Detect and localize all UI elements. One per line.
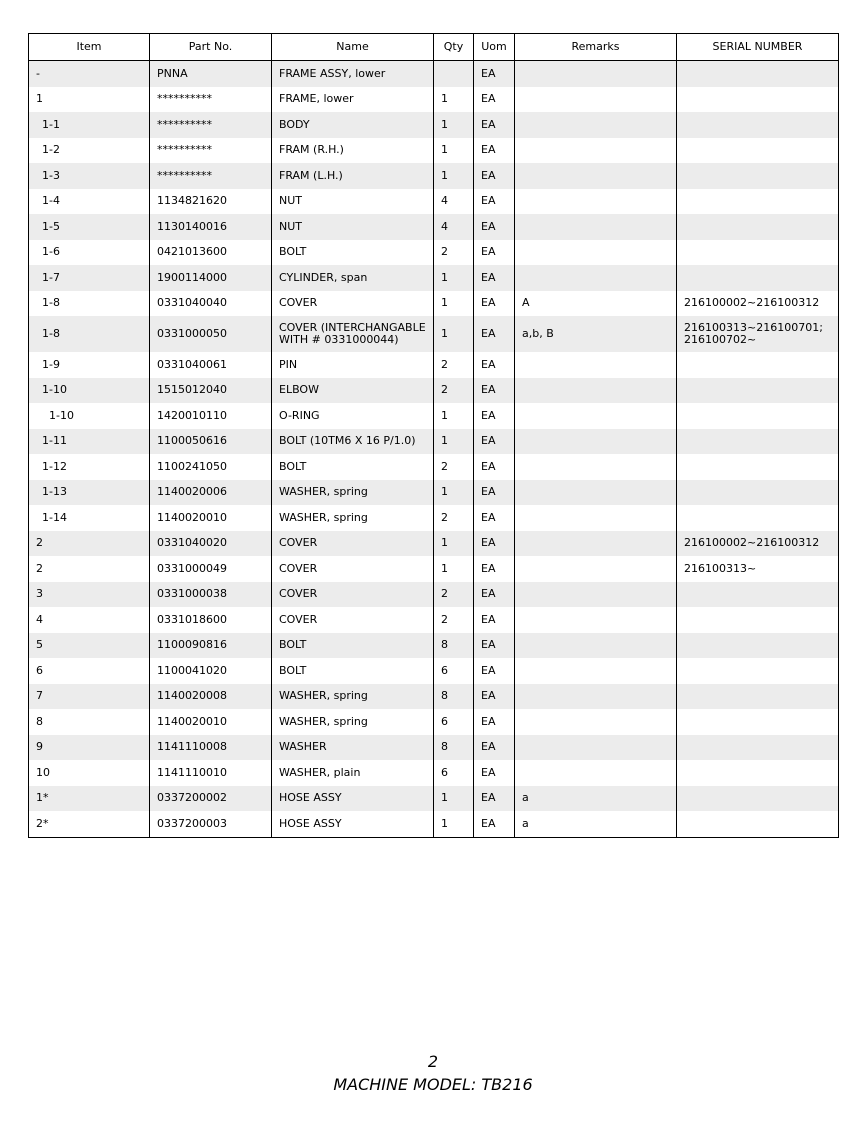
cell-qty: 8 bbox=[434, 735, 474, 761]
cell-part-no: ********** bbox=[150, 112, 272, 138]
cell-name: COVER bbox=[272, 556, 434, 582]
cell-serial-number bbox=[677, 607, 839, 633]
cell-remarks bbox=[515, 214, 677, 240]
cell-uom: EA bbox=[474, 352, 515, 378]
table-row bbox=[29, 316, 839, 352]
cell-serial-number bbox=[677, 352, 839, 378]
table-row bbox=[29, 352, 839, 378]
cell-item: 2 bbox=[29, 531, 150, 557]
cell-name: NUT bbox=[272, 189, 434, 215]
cell-part-no: 1140020006 bbox=[150, 480, 272, 506]
cell-remarks bbox=[515, 240, 677, 266]
cell-item: 7 bbox=[29, 684, 150, 710]
cell-uom: EA bbox=[474, 138, 515, 164]
cell-serial-number bbox=[677, 189, 839, 215]
table-row bbox=[29, 240, 839, 266]
cell-part-no: 1140020010 bbox=[150, 505, 272, 531]
cell-qty: 4 bbox=[434, 214, 474, 240]
cell-item: 4 bbox=[29, 607, 150, 633]
cell-serial-number bbox=[677, 240, 839, 266]
cell-name: COVER bbox=[272, 582, 434, 608]
cell-qty: 1 bbox=[434, 480, 474, 506]
cell-name: BOLT bbox=[272, 633, 434, 659]
cell-qty: 2 bbox=[434, 352, 474, 378]
cell-name: WASHER bbox=[272, 735, 434, 761]
cell-part-no: 0331040040 bbox=[150, 291, 272, 317]
cell-remarks bbox=[515, 265, 677, 291]
cell-part-no: 0331040061 bbox=[150, 352, 272, 378]
cell-qty: 6 bbox=[434, 658, 474, 684]
table-row bbox=[29, 633, 839, 659]
cell-name: BOLT bbox=[272, 240, 434, 266]
cell-uom: EA bbox=[474, 61, 515, 87]
cell-uom: EA bbox=[474, 316, 515, 352]
cell-qty: 2 bbox=[434, 378, 474, 404]
cell-remarks bbox=[515, 163, 677, 189]
cell-name: O-RING bbox=[272, 403, 434, 429]
cell-uom: EA bbox=[474, 403, 515, 429]
cell-part-no: 0331000049 bbox=[150, 556, 272, 582]
cell-part-no: 1141110008 bbox=[150, 735, 272, 761]
cell-qty: 1 bbox=[434, 138, 474, 164]
cell-qty: 1 bbox=[434, 316, 474, 352]
table-header-row bbox=[29, 34, 839, 61]
cell-remarks bbox=[515, 760, 677, 786]
parts-table-body bbox=[29, 61, 839, 838]
cell-item: 10 bbox=[29, 760, 150, 786]
cell-qty: 8 bbox=[434, 684, 474, 710]
cell-name: ELBOW bbox=[272, 378, 434, 404]
cell-item: 1-2 bbox=[29, 138, 150, 164]
cell-part-no: 1100041020 bbox=[150, 658, 272, 684]
cell-uom: EA bbox=[474, 556, 515, 582]
table-row bbox=[29, 786, 839, 812]
cell-item: 1-11 bbox=[29, 429, 150, 455]
cell-part-no: 1100090816 bbox=[150, 633, 272, 659]
cell-part-no: PNNA bbox=[150, 61, 272, 87]
table-row bbox=[29, 760, 839, 786]
cell-remarks bbox=[515, 189, 677, 215]
cell-item: 1* bbox=[29, 786, 150, 812]
cell-part-no: 1420010110 bbox=[150, 403, 272, 429]
cell-serial-number bbox=[677, 138, 839, 164]
cell-uom: EA bbox=[474, 291, 515, 317]
cell-qty: 6 bbox=[434, 760, 474, 786]
cell-qty: 2 bbox=[434, 454, 474, 480]
cell-serial-number bbox=[677, 429, 839, 455]
cell-item: 5 bbox=[29, 633, 150, 659]
cell-serial-number bbox=[677, 480, 839, 506]
cell-remarks bbox=[515, 531, 677, 557]
cell-remarks bbox=[515, 378, 677, 404]
table-row bbox=[29, 189, 839, 215]
cell-uom: EA bbox=[474, 480, 515, 506]
cell-uom: EA bbox=[474, 760, 515, 786]
cell-serial-number bbox=[677, 265, 839, 291]
table-row bbox=[29, 480, 839, 506]
cell-qty: 4 bbox=[434, 189, 474, 215]
cell-part-no: 0331000038 bbox=[150, 582, 272, 608]
cell-item: 1-8 bbox=[29, 291, 150, 317]
cell-uom: EA bbox=[474, 87, 515, 113]
cell-remarks: A bbox=[515, 291, 677, 317]
cell-item: - bbox=[29, 61, 150, 87]
cell-part-no: 1134821620 bbox=[150, 189, 272, 215]
cell-item: 1-12 bbox=[29, 454, 150, 480]
cell-remarks bbox=[515, 658, 677, 684]
table-row bbox=[29, 112, 839, 138]
table-row bbox=[29, 505, 839, 531]
cell-remarks bbox=[515, 61, 677, 87]
cell-remarks bbox=[515, 684, 677, 710]
cell-uom: EA bbox=[474, 684, 515, 710]
cell-qty: 2 bbox=[434, 505, 474, 531]
cell-serial-number bbox=[677, 214, 839, 240]
cell-name: CYLINDER, span bbox=[272, 265, 434, 291]
cell-serial-number: 216100002~216100312 bbox=[677, 531, 839, 557]
cell-uom: EA bbox=[474, 265, 515, 291]
cell-qty: 8 bbox=[434, 633, 474, 659]
cell-name: BOLT bbox=[272, 454, 434, 480]
cell-serial-number bbox=[677, 403, 839, 429]
cell-qty: 6 bbox=[434, 709, 474, 735]
cell-part-no: 1141110010 bbox=[150, 760, 272, 786]
cell-qty: 1 bbox=[434, 786, 474, 812]
cell-item: 1-13 bbox=[29, 480, 150, 506]
cell-remarks: a bbox=[515, 786, 677, 812]
cell-qty: 2 bbox=[434, 240, 474, 266]
cell-serial-number: 216100313~216100701; 216100702~ bbox=[677, 316, 839, 352]
cell-remarks bbox=[515, 454, 677, 480]
cell-item: 6 bbox=[29, 658, 150, 684]
cell-qty bbox=[434, 61, 474, 87]
cell-part-no: ********** bbox=[150, 138, 272, 164]
cell-part-no: 0331018600 bbox=[150, 607, 272, 633]
cell-uom: EA bbox=[474, 429, 515, 455]
cell-name: WASHER, spring bbox=[272, 505, 434, 531]
cell-name: COVER bbox=[272, 607, 434, 633]
cell-item: 1-14 bbox=[29, 505, 150, 531]
cell-item: 1-6 bbox=[29, 240, 150, 266]
cell-serial-number bbox=[677, 505, 839, 531]
cell-part-no: 1900114000 bbox=[150, 265, 272, 291]
cell-serial-number: 216100313~ bbox=[677, 556, 839, 582]
cell-name: COVER bbox=[272, 531, 434, 557]
cell-part-no: 1100241050 bbox=[150, 454, 272, 480]
table-row bbox=[29, 378, 839, 404]
cell-remarks bbox=[515, 582, 677, 608]
cell-remarks bbox=[515, 633, 677, 659]
table-row bbox=[29, 291, 839, 317]
cell-name: FRAM (R.H.) bbox=[272, 138, 434, 164]
cell-serial-number bbox=[677, 163, 839, 189]
cell-serial-number bbox=[677, 582, 839, 608]
cell-remarks bbox=[515, 87, 677, 113]
cell-item: 2* bbox=[29, 811, 150, 837]
cell-serial-number bbox=[677, 709, 839, 735]
cell-serial-number bbox=[677, 760, 839, 786]
cell-uom: EA bbox=[474, 811, 515, 837]
cell-serial-number bbox=[677, 633, 839, 659]
cell-part-no: 1515012040 bbox=[150, 378, 272, 404]
cell-uom: EA bbox=[474, 378, 515, 404]
table-row bbox=[29, 87, 839, 113]
table-row bbox=[29, 214, 839, 240]
cell-uom: EA bbox=[474, 505, 515, 531]
column-header-uom: Uom bbox=[474, 34, 515, 61]
cell-item: 1-5 bbox=[29, 214, 150, 240]
cell-qty: 1 bbox=[434, 265, 474, 291]
cell-serial-number bbox=[677, 61, 839, 87]
cell-serial-number bbox=[677, 735, 839, 761]
page-number: 2 bbox=[427, 1052, 439, 1071]
cell-name: WASHER, spring bbox=[272, 684, 434, 710]
cell-remarks: a bbox=[515, 811, 677, 837]
cell-serial-number bbox=[677, 378, 839, 404]
column-header-serial-number: SERIAL NUMBER bbox=[677, 34, 839, 61]
table-row bbox=[29, 735, 839, 761]
cell-uom: EA bbox=[474, 240, 515, 266]
cell-uom: EA bbox=[474, 709, 515, 735]
column-header-name: Name bbox=[272, 34, 434, 61]
cell-item: 2 bbox=[29, 556, 150, 582]
cell-part-no: 0337200003 bbox=[150, 811, 272, 837]
cell-uom: EA bbox=[474, 112, 515, 138]
cell-remarks bbox=[515, 735, 677, 761]
table-row bbox=[29, 709, 839, 735]
column-header-remarks: Remarks bbox=[515, 34, 677, 61]
machine-model-label: MACHINE MODEL: TB216 bbox=[333, 1075, 533, 1094]
cell-remarks bbox=[515, 556, 677, 582]
cell-name: BOLT bbox=[272, 658, 434, 684]
cell-qty: 1 bbox=[434, 291, 474, 317]
cell-qty: 1 bbox=[434, 112, 474, 138]
cell-part-no: 0331000050 bbox=[150, 316, 272, 352]
cell-uom: EA bbox=[474, 214, 515, 240]
cell-remarks: a,b, B bbox=[515, 316, 677, 352]
cell-serial-number bbox=[677, 112, 839, 138]
table-row bbox=[29, 811, 839, 837]
cell-item: 1-10 bbox=[29, 403, 150, 429]
cell-part-no: 1100050616 bbox=[150, 429, 272, 455]
cell-item: 1 bbox=[29, 87, 150, 113]
cell-uom: EA bbox=[474, 189, 515, 215]
column-header-qty: Qty bbox=[434, 34, 474, 61]
cell-serial-number bbox=[677, 786, 839, 812]
column-header-part-no: Part No. bbox=[150, 34, 272, 61]
cell-uom: EA bbox=[474, 607, 515, 633]
table-row bbox=[29, 138, 839, 164]
cell-name: COVER (INTERCHANGABLE WITH # 0331000044) bbox=[272, 316, 434, 352]
table-row bbox=[29, 454, 839, 480]
table-row bbox=[29, 582, 839, 608]
cell-part-no: ********** bbox=[150, 87, 272, 113]
cell-serial-number bbox=[677, 87, 839, 113]
cell-item: 1-4 bbox=[29, 189, 150, 215]
cell-uom: EA bbox=[474, 454, 515, 480]
cell-remarks bbox=[515, 709, 677, 735]
cell-name: NUT bbox=[272, 214, 434, 240]
cell-item: 9 bbox=[29, 735, 150, 761]
cell-item: 1-10 bbox=[29, 378, 150, 404]
cell-serial-number bbox=[677, 684, 839, 710]
cell-name: FRAM (L.H.) bbox=[272, 163, 434, 189]
cell-qty: 1 bbox=[434, 163, 474, 189]
cell-item: 8 bbox=[29, 709, 150, 735]
cell-name: HOSE ASSY bbox=[272, 811, 434, 837]
table-row bbox=[29, 403, 839, 429]
cell-name: FRAME, lower bbox=[272, 87, 434, 113]
table-row bbox=[29, 607, 839, 633]
cell-name: BODY bbox=[272, 112, 434, 138]
cell-part-no: 1140020008 bbox=[150, 684, 272, 710]
cell-item: 1-8 bbox=[29, 316, 150, 352]
cell-name: BOLT (10TM6 X 16 P/1.0) bbox=[272, 429, 434, 455]
parts-table bbox=[28, 33, 839, 838]
table-row bbox=[29, 61, 839, 87]
cell-uom: EA bbox=[474, 735, 515, 761]
cell-remarks bbox=[515, 352, 677, 378]
cell-uom: EA bbox=[474, 658, 515, 684]
cell-remarks bbox=[515, 429, 677, 455]
table-row bbox=[29, 556, 839, 582]
cell-serial-number bbox=[677, 658, 839, 684]
cell-remarks bbox=[515, 403, 677, 429]
cell-part-no: 1130140016 bbox=[150, 214, 272, 240]
cell-name: FRAME ASSY, lower bbox=[272, 61, 434, 87]
cell-item: 1-3 bbox=[29, 163, 150, 189]
cell-uom: EA bbox=[474, 163, 515, 189]
cell-name: HOSE ASSY bbox=[272, 786, 434, 812]
cell-part-no: 0331040020 bbox=[150, 531, 272, 557]
table-row bbox=[29, 163, 839, 189]
cell-serial-number: 216100002~216100312 bbox=[677, 291, 839, 317]
cell-remarks bbox=[515, 480, 677, 506]
cell-remarks bbox=[515, 505, 677, 531]
cell-qty: 2 bbox=[434, 607, 474, 633]
cell-qty: 1 bbox=[434, 403, 474, 429]
cell-qty: 1 bbox=[434, 429, 474, 455]
cell-part-no: 0421013600 bbox=[150, 240, 272, 266]
cell-item: 1-9 bbox=[29, 352, 150, 378]
cell-uom: EA bbox=[474, 633, 515, 659]
cell-name: COVER bbox=[272, 291, 434, 317]
cell-part-no: ********** bbox=[150, 163, 272, 189]
cell-item: 1-7 bbox=[29, 265, 150, 291]
table-row bbox=[29, 531, 839, 557]
cell-item: 3 bbox=[29, 582, 150, 608]
cell-remarks bbox=[515, 138, 677, 164]
cell-qty: 1 bbox=[434, 531, 474, 557]
cell-qty: 1 bbox=[434, 87, 474, 113]
cell-serial-number bbox=[677, 454, 839, 480]
table-row bbox=[29, 429, 839, 455]
cell-part-no: 1140020010 bbox=[150, 709, 272, 735]
cell-qty: 1 bbox=[434, 556, 474, 582]
cell-name: WASHER, plain bbox=[272, 760, 434, 786]
cell-name: PIN bbox=[272, 352, 434, 378]
cell-uom: EA bbox=[474, 786, 515, 812]
cell-serial-number bbox=[677, 811, 839, 837]
cell-item: 1-1 bbox=[29, 112, 150, 138]
cell-part-no: 0337200002 bbox=[150, 786, 272, 812]
cell-name: WASHER, spring bbox=[272, 480, 434, 506]
cell-remarks bbox=[515, 112, 677, 138]
cell-name: WASHER, spring bbox=[272, 709, 434, 735]
column-header-item: Item bbox=[29, 34, 150, 61]
cell-uom: EA bbox=[474, 531, 515, 557]
cell-remarks bbox=[515, 607, 677, 633]
cell-qty: 1 bbox=[434, 811, 474, 837]
table-row bbox=[29, 658, 839, 684]
table-row bbox=[29, 265, 839, 291]
cell-uom: EA bbox=[474, 582, 515, 608]
cell-qty: 2 bbox=[434, 582, 474, 608]
table-row bbox=[29, 684, 839, 710]
